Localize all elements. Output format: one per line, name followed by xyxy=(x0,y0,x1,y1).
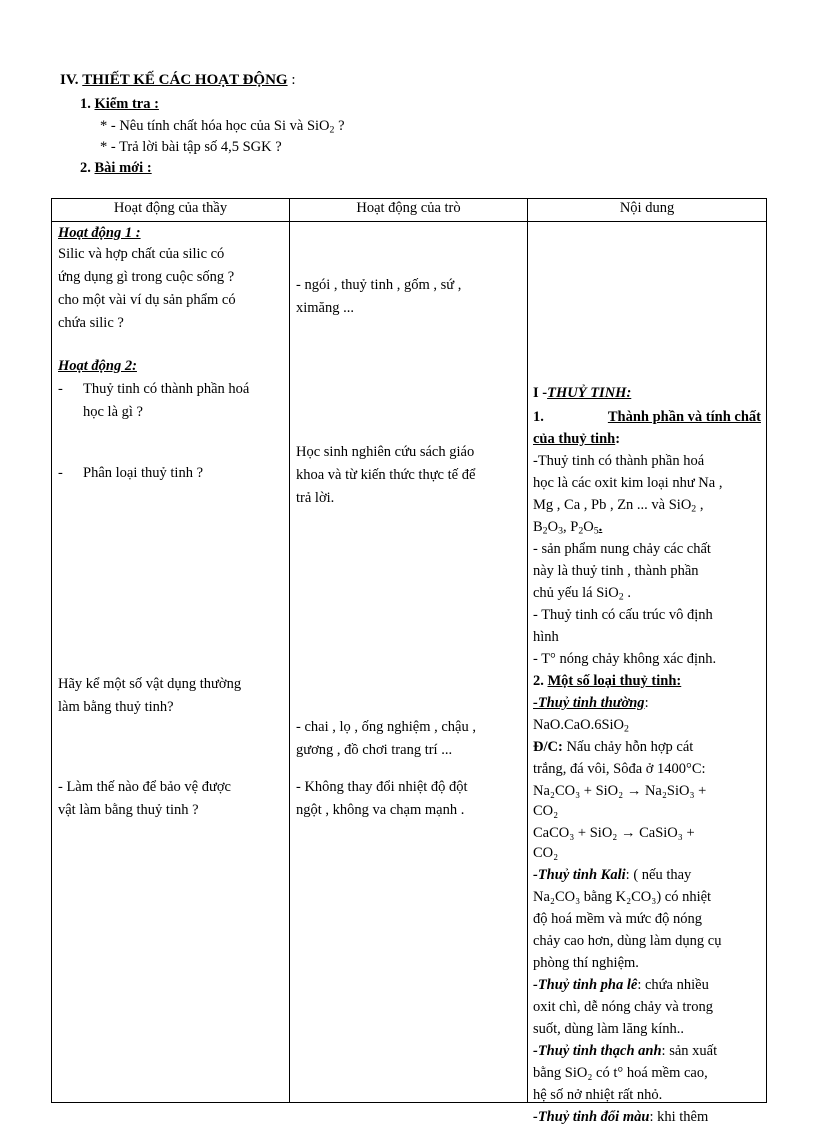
header-teacher: Hoạt động của thầy xyxy=(52,199,290,222)
dc-line-1: Đ/C: Nấu chảy hỗn hợp cát xyxy=(533,739,694,755)
equation-1-line-1: Na₂CO₃ + SiO₂ → Na₂SiO₃ + xyxy=(533,783,707,799)
kali-line-5: phòng thí nghiệm. xyxy=(533,955,639,971)
quartz-line-1: -Thuỷ tinh thạch anh: sản xuất xyxy=(533,1043,718,1059)
header-content: Nội dung xyxy=(528,199,767,222)
product-line-3: chủ yếu lá SiO$_2$ . xyxy=(533,585,631,603)
dc-line-2: trắng, đá vôi, Sôđa ở 1400°C: xyxy=(533,761,706,777)
kiem-tra-question-2: * - Trả lời bài tập số 4,5 SGK ? xyxy=(100,139,282,155)
answer-4-line-2: ngột , không va chạm mạnh . xyxy=(296,802,465,818)
hd2-title: Hoạt động 2: xyxy=(58,358,137,374)
lesson-table xyxy=(51,198,767,1125)
kali-line-1: -Thuỷ tinh Kali: ( nếu thay xyxy=(533,867,692,883)
comp-line-1: -Thuỷ tinh có thành phần hoá xyxy=(533,453,705,469)
bullet-dash: - xyxy=(58,465,63,481)
q-classification: Phân loại thuỷ tinh ? xyxy=(83,465,204,481)
product-line-2: này là thuỷ tinh , thành phần xyxy=(533,563,699,579)
hd1-title: Hoạt động 1 : xyxy=(58,225,141,241)
answer-2-line-2: khoa và từ kiến thức thực tế để xyxy=(296,467,476,483)
bullet-dash: - xyxy=(58,381,63,397)
hd1-line-1: Silic và hợp chất của silic có xyxy=(58,246,225,262)
normal-glass-formula: NaO.CaO.6SiO$_2$ xyxy=(533,717,629,735)
hd1-line-4: chứa silic ? xyxy=(58,315,124,331)
quartz-line-3: hệ số nở nhiệt rất nhỏ. xyxy=(533,1087,663,1103)
answer-3-line-1: - chai , lọ , ống nghiệm , chậu , xyxy=(296,719,476,735)
equation-2-line-2: CO₂ xyxy=(533,845,559,861)
answer-4-line-1: - Không thay đổi nhiệt độ đột xyxy=(296,779,468,795)
sub2-title: 2. Một số loại thuỷ tinh: xyxy=(533,673,682,689)
sub1-line-1: 1. Thành phần và tính chất xyxy=(533,409,761,425)
quartz-line-2: bằng SiO₂ có t° hoá mềm cao, xyxy=(533,1065,708,1081)
equation-2-line-1: CaCO₃ + SiO₂ → CaSiO₃ + xyxy=(533,825,695,841)
answer-2-line-1: Học sinh nghiên cứu sách giáo xyxy=(296,444,475,460)
content-column xyxy=(528,222,767,1125)
answer-1-line-1: - ngói , thuỷ tinh , gốm , sứ , xyxy=(296,277,462,293)
kali-line-2: Na₂CO₃ bằng K₂CO₃) có nhiệt xyxy=(533,889,712,905)
section-heading: IV. THIẾT KẾ CÁC HOẠT ĐỘNG : xyxy=(60,72,296,88)
heading-title: THIẾT KẾ CÁC HOẠT ĐỘNG xyxy=(82,72,288,88)
answer-3-line-2: gương , đồ chơi trang trí ... xyxy=(296,742,453,758)
q-composition-1: Thuỷ tinh có thành phần hoá xyxy=(83,381,250,397)
kiem-tra-label: 1. Kiểm tra : xyxy=(80,96,159,112)
kali-line-3: độ hoá mềm và mức độ nóng xyxy=(533,911,702,927)
crystal-line-1: -Thuỷ tinh pha lê: chứa nhiều xyxy=(533,977,709,993)
kali-line-4: chảy cao hơn, dùng làm dụng cụ xyxy=(533,933,722,949)
normal-glass-label: -Thuỷ tinh thường: xyxy=(533,695,649,711)
answer-2-line-3: trả lời. xyxy=(296,490,335,506)
comp-line-3: Mg , Ca , Pb , Zn ... và SiO$_2$ , xyxy=(533,497,704,515)
teacher-column xyxy=(52,222,290,1103)
q-items-1: Hãy kể một số vật dụng thường xyxy=(58,676,242,692)
student-column xyxy=(290,222,528,1103)
table-body-row xyxy=(52,222,767,1103)
bai-moi-label: 2. Bài mới : xyxy=(80,160,152,176)
q-protect-1: - Làm thế nào để bảo vệ được xyxy=(58,779,231,795)
color-glass-line-1: -Thuỷ tinh đổi màu: khi thêm xyxy=(533,1109,709,1125)
answer-1-line-2: ximăng ... xyxy=(296,300,354,316)
crystal-line-2: oxit chì, dễ nóng chảy và trong xyxy=(533,999,713,1015)
q-composition-2: học là gì ? xyxy=(83,404,143,420)
crystal-line-3: suốt, dùng làm lăng kính.. xyxy=(533,1021,685,1037)
table-header-row xyxy=(52,199,767,222)
section-thuy-tinh: I -THUỶ TINH: xyxy=(533,385,632,401)
hd1-line-3: cho một vài ví dụ sản phẩm có xyxy=(58,292,236,308)
product-line-1: - sản phẩm nung chảy các chất xyxy=(533,541,711,557)
heading-roman: IV. xyxy=(60,72,79,88)
hd1-line-2: ứng dụng gì trong cuộc sống ? xyxy=(58,269,235,285)
q-protect-2: vật làm bằng thuỷ tinh ? xyxy=(58,802,199,818)
comp-line-4: $B_2O_3$, $P_2O_5$. xyxy=(533,519,603,537)
sub1-line-2: của thuỷ tinh: xyxy=(533,431,621,447)
header-student: Hoạt động của trò xyxy=(290,199,528,222)
amorphous-line-1: - Thuỷ tinh có cấu trúc vô định xyxy=(533,607,713,623)
melting-point: - T° nóng chảy không xác định. xyxy=(533,651,717,667)
amorphous-line-2: hình xyxy=(533,629,559,645)
comp-line-2: học là các oxit kim loại như Na , xyxy=(533,475,723,491)
q-items-2: làm bằng thuỷ tinh? xyxy=(58,699,174,715)
equation-1-line-2: CO₂ xyxy=(533,803,559,819)
kiem-tra-question-1: * - Nêu tính chất hóa học của Si và SiO$_2$ ? xyxy=(100,118,345,136)
